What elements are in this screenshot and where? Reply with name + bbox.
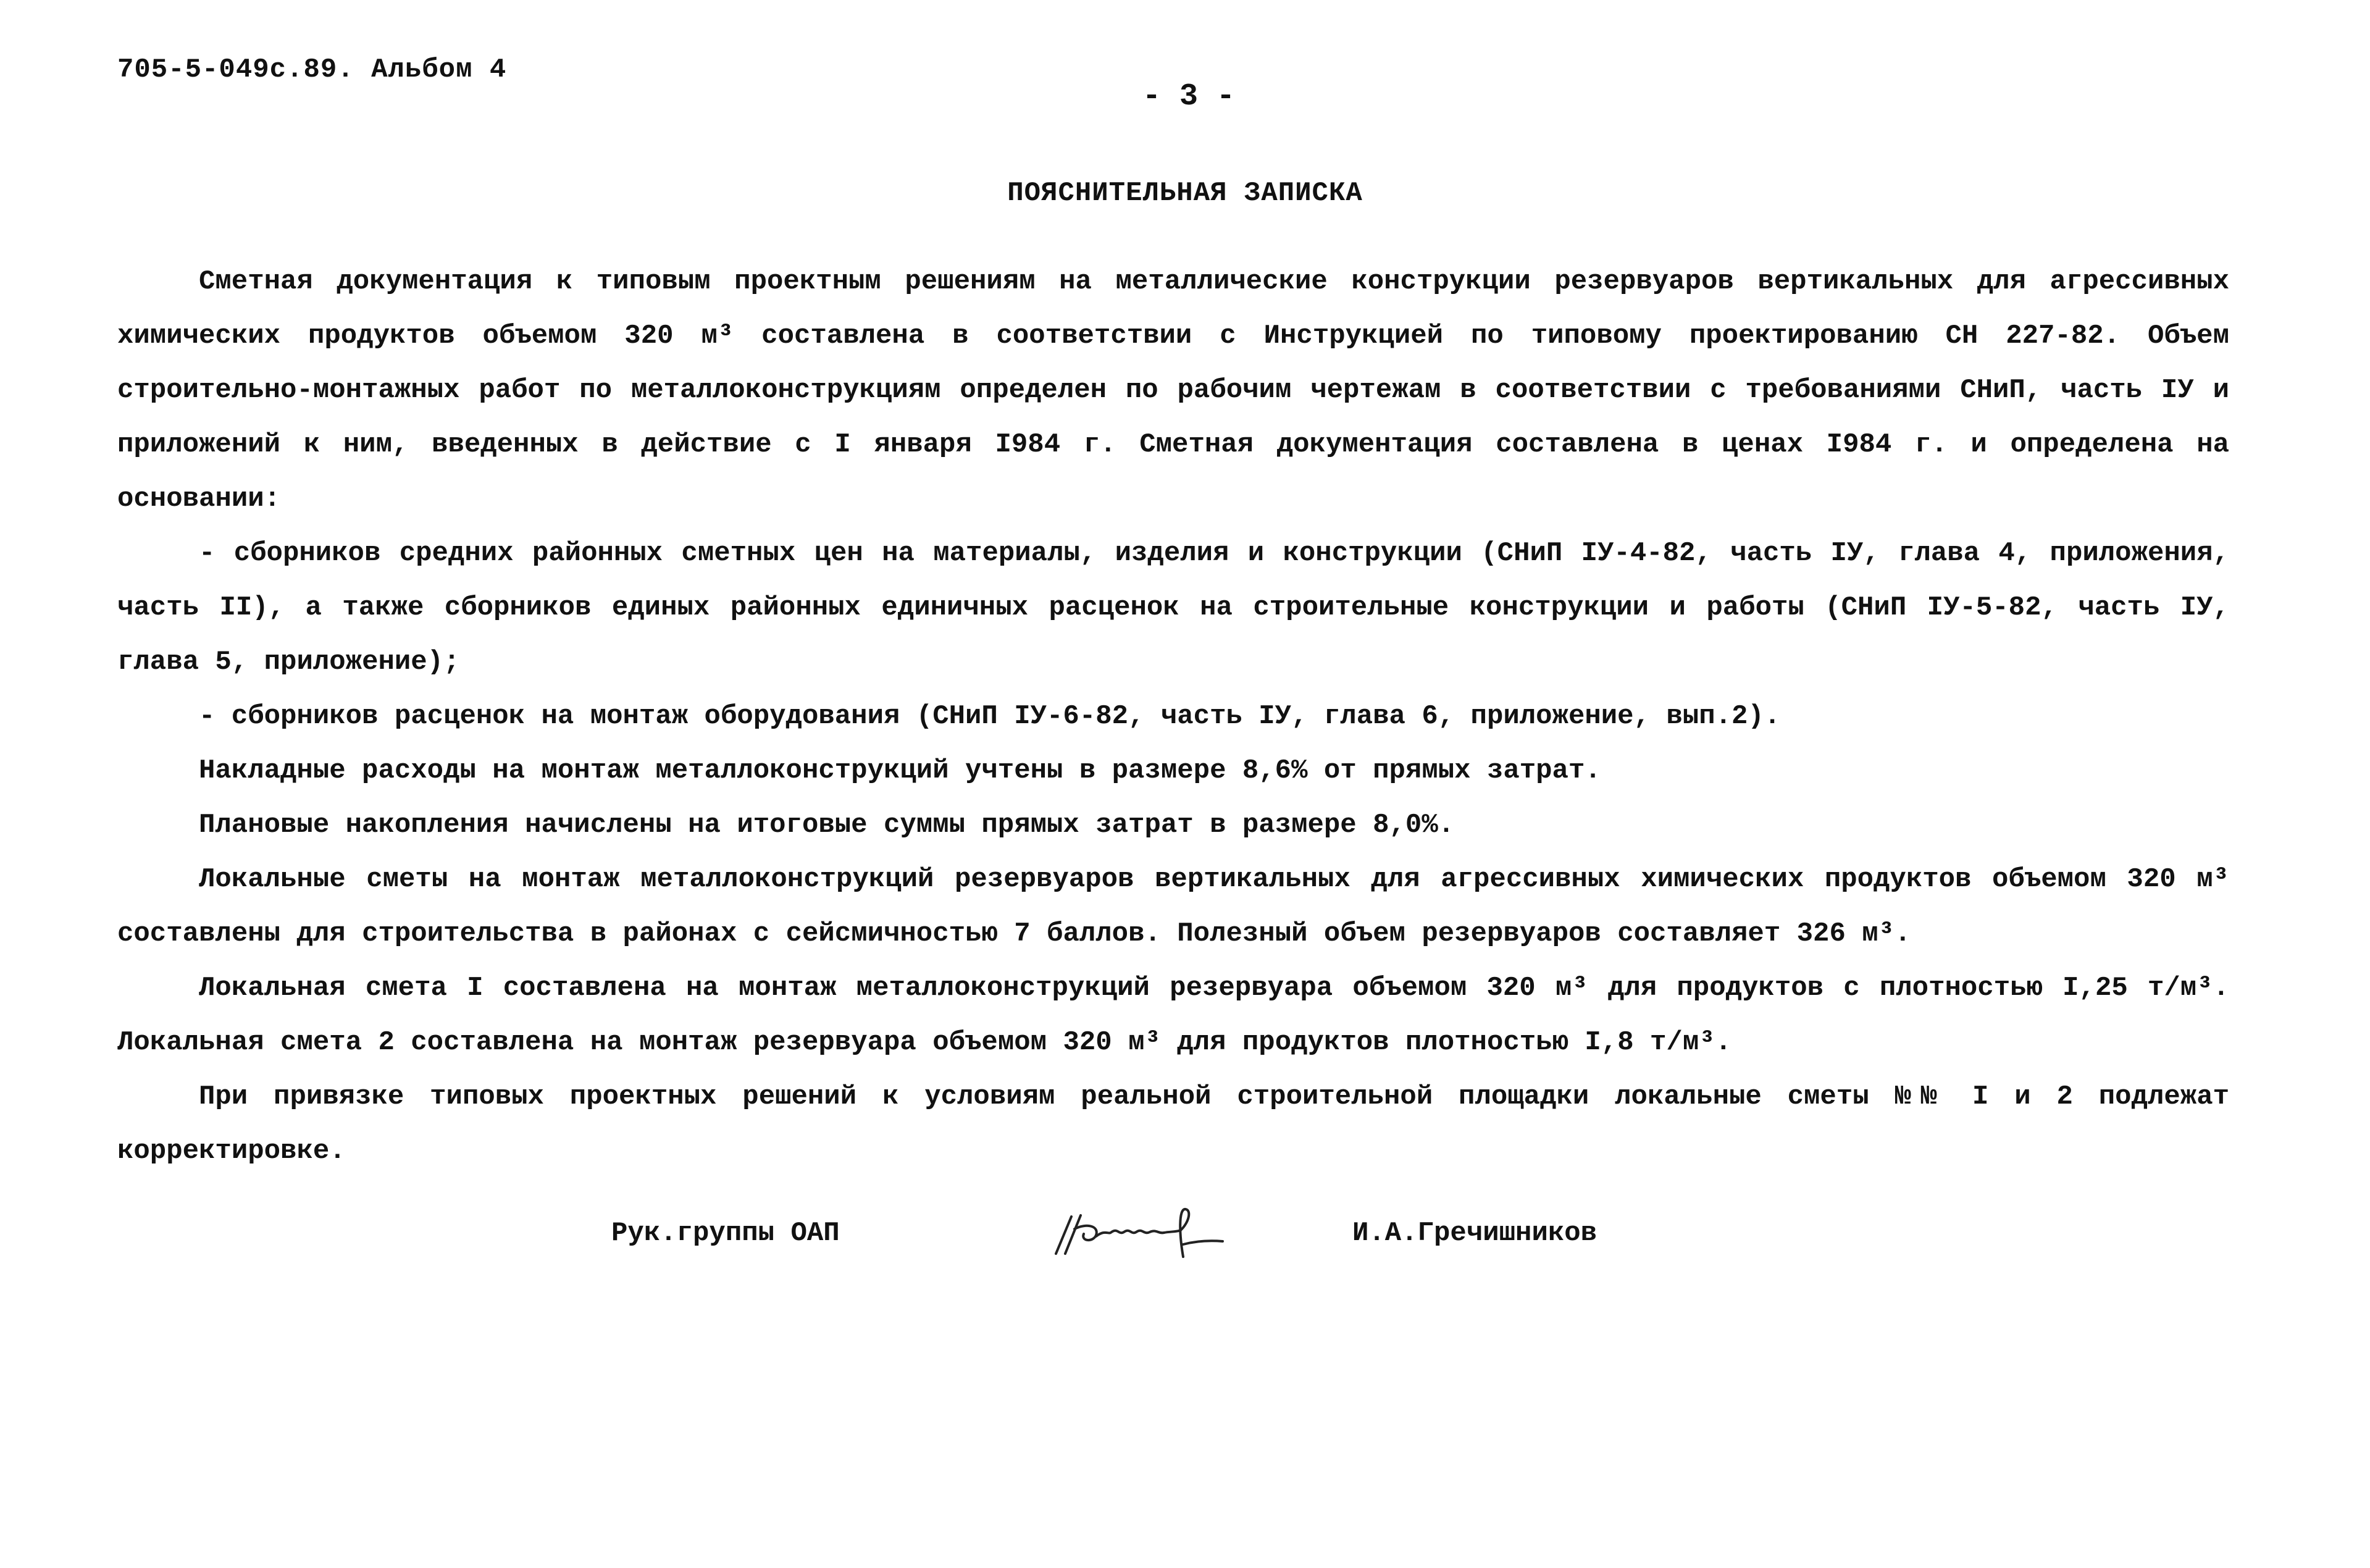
paragraph-planned-savings: Плановые накопления начислены на итоговые суммы прямых затрат в размере 8,0%.: [199, 810, 1455, 841]
signatory-role: Рук.группы ОАП: [611, 1218, 840, 1249]
document-code: 705-5-049с.89. Альбом 4: [117, 54, 507, 85]
paragraph-adjustment: При привязке типовых проектных решений к условиям реальной строительной площадки локальные сметы №№ I и 2 подлежат корректировке.: [117, 1081, 2229, 1167]
paragraph-intro: Сметная документация к типовым проектным решениям на металлические конструкции резервуаров вертикальных для агрессивных химических продуктов объемом 320 м³ составлена в соответствии с Инструкцией по типовому проектированию СН 227-82. Объем строительно-монтажных работ по металлоконструкциям определен по рабочим чертежам в соответствии с требованиями СНиП, часть IУ и приложений к ним, введенных в действие с I января I984 г. Сметная документация составлена в ценах I984 г. и определена на основании:: [117, 266, 2229, 514]
signatory-name: И.А.Гречишников: [1352, 1218, 1597, 1249]
page-number: - 3 -: [1142, 79, 1236, 114]
handwritten-signature-icon: [1037, 1198, 1247, 1272]
list-item-equipment-rates: - сборников расценок на монтаж оборудования (СНиП IУ-6-82, часть IУ, глава 6, приложение, вып.2).: [199, 701, 1781, 732]
paragraph-local-estimates: Локальные сметы на монтаж металлоконструкций резервуаров вертикальных для агрессивных химических продуктов объемом 320 м³ составлены для строительства в районах с сейсмичностью 7 баллов. Полезный объем резервуаров составляет 326 м³.: [117, 864, 2229, 949]
document-body: [117, 254, 2229, 1178]
paragraph-estimate-details: Локальная смета I составлена на монтаж металлоконструкций резервуара объемом 320 м³ для продуктов с плотностью I,25 т/м³. Локальная смета 2 составлена на монтаж резервуара объемом 320 м³ для продуктов плотностью I,8 т/м³.: [117, 973, 2229, 1058]
paragraph-overhead: Накладные расходы на монтаж металлоконструкций учтены в размере 8,6% от прямых затрат.: [199, 755, 1601, 786]
list-item-price-collections: - сборников средних районных сметных цен на материалы, изделия и конструкции (СНиП IУ-4-82, часть IУ, глава 4, приложения, часть II), а также сборников единых районных единичных расценок на строительные конструкции и работы (СНиП IУ-5-82, часть IУ, глава 5, приложение);: [117, 538, 2229, 677]
document-title: ПОЯСНИТЕЛЬНАЯ ЗАПИСКА: [1007, 178, 1363, 209]
